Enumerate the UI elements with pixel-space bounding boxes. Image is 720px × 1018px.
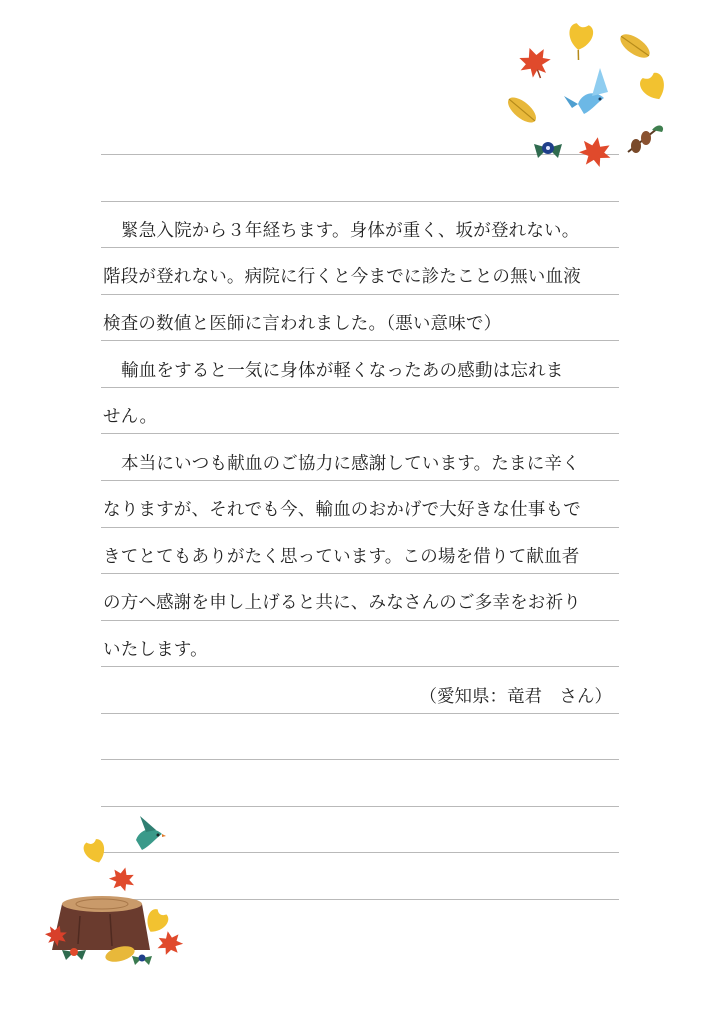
ruled-line (101, 620, 619, 621)
ginkgo-leaf-icon (616, 30, 653, 63)
ruled-line (101, 340, 619, 341)
maple-leaf-icon (577, 134, 614, 168)
ruled-line (101, 247, 619, 248)
letter-line: の方へ感謝を申し上げると共に、みなさんのご多幸をお祈り (103, 593, 581, 613)
ruled-line (101, 573, 619, 574)
ginkgo-leaf-icon (82, 837, 109, 866)
letter-line: 本当にいつも献血のご協力に感謝しています。たまに辛く (121, 454, 580, 474)
berry-icon (534, 142, 562, 158)
ginkgo-leaf-icon (565, 22, 595, 62)
tree-stump-icon (52, 896, 150, 950)
letter-line: 輸血をすると一気に身体が軽くなったあの感動は忘れま (121, 361, 564, 381)
letter-line: いたします。 (103, 640, 208, 660)
acorn-icon (628, 126, 663, 153)
bird-icon (136, 816, 166, 850)
letter-line: 緊急入院から３年経ちます。身体が重く、坂が登れない。 (121, 221, 580, 241)
letter-line: 検査の数値と医師に言われました。（悪い意味で） (103, 314, 502, 334)
berry-icon (132, 955, 152, 966)
bird-icon (564, 68, 608, 114)
ginkgo-leaf-icon (638, 71, 670, 105)
ruled-line (101, 294, 619, 295)
ruled-line (101, 713, 619, 714)
autumn-decoration-top (500, 18, 680, 173)
letter-line: きてとてもありがたく思っています。この場を借りて献血者 (103, 547, 580, 567)
maple-leaf-icon (514, 42, 555, 83)
ruled-line (101, 433, 619, 434)
autumn-decoration-bottom (30, 812, 195, 972)
ruled-line (101, 387, 619, 388)
ruled-line (101, 527, 619, 528)
ruled-line (101, 666, 619, 667)
maple-leaf-icon (107, 864, 138, 893)
letter-line: 階段が登れない。病院に行くと今までに診たことの無い血液 (103, 267, 581, 287)
ruled-line (101, 480, 619, 481)
letter-line: せん。 (103, 407, 158, 427)
ruled-line (101, 759, 619, 760)
ginkgo-leaf-icon (504, 93, 540, 127)
ruled-line (101, 201, 619, 202)
ruled-line (101, 806, 619, 807)
letter-line: なりますが、それでも今、輸血のおかげで大好きな仕事もで (103, 500, 581, 520)
maple-leaf-icon (155, 929, 185, 956)
signature: （愛知県：竜君 さん） (419, 687, 612, 707)
